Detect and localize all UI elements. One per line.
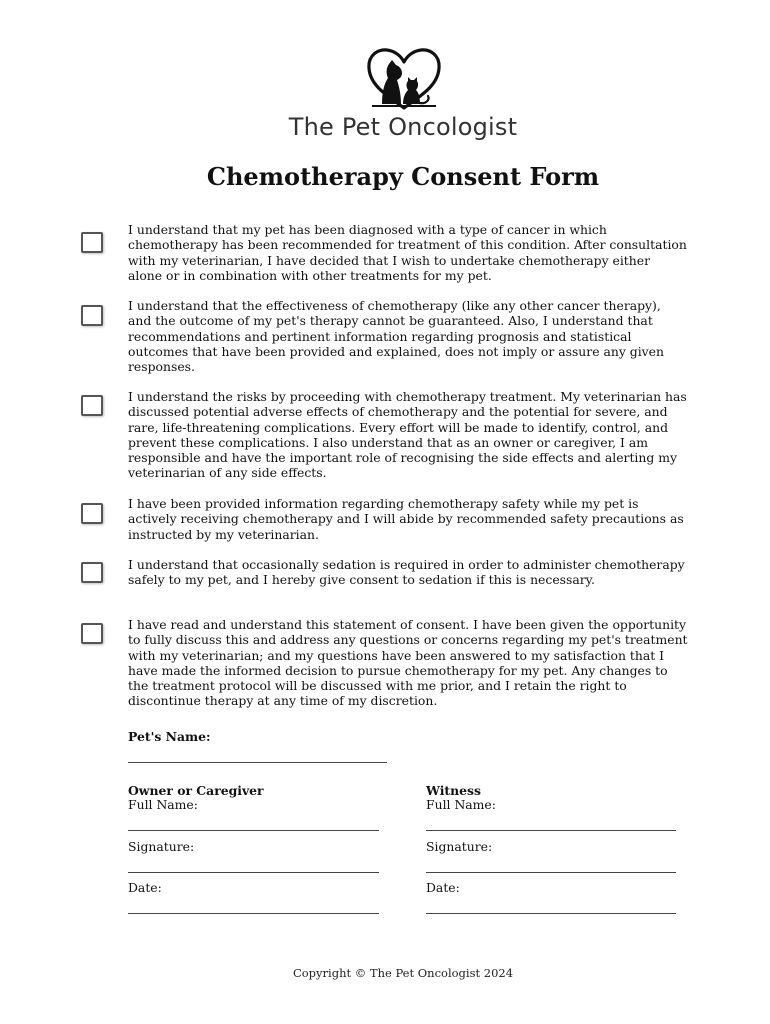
pet-name-label: Pet's Name: bbox=[128, 729, 211, 744]
witness-signature-field[interactable] bbox=[426, 858, 676, 873]
consent-checkbox-2[interactable] bbox=[81, 305, 103, 326]
consent-clause-4: I have been provided information regarding chemotherapy safety while my pet is actively receiving chemotherapy and I will abide by recommended safety precautions as instructed by my veterinarian. bbox=[128, 496, 684, 542]
witness-signature-label: Signature: bbox=[426, 839, 493, 854]
heart-dog-cat-logo-icon bbox=[360, 46, 448, 114]
witness-date-label: Date: bbox=[426, 880, 460, 895]
owner-date-field[interactable] bbox=[128, 899, 379, 914]
consent-checkbox-4[interactable] bbox=[81, 503, 103, 524]
consent-clause-6: I have read and understand this statement of consent. I have been given the opportunity to fully discuss this and address any questions or concerns regarding my pet's treatment with my veterinarian; and my questions have been answered to my satisfaction that I have made the informed decision to pursue chemotherapy for my pet. Any changes to the treatment protocol will be discussed with me prior, and I retain the right to discontinue therapy at any time of my discretion. bbox=[128, 617, 688, 709]
consent-clause-2: I understand that the effectiveness of chemotherapy (like any other cancer therapy), and the outcome of my pet's therapy cannot be guaranteed. Also, I understand that recommendations and pertinent information regarding prognosis and statistical outcomes that have been provided and explained, does not imply or assure any given responses. bbox=[128, 298, 664, 375]
owner-signature-field[interactable] bbox=[128, 858, 379, 873]
witness-date-field[interactable] bbox=[426, 899, 676, 914]
owner-date-label: Date: bbox=[128, 880, 162, 895]
owner-heading: Owner or Caregiver bbox=[128, 783, 264, 798]
consent-checkbox-6[interactable] bbox=[81, 623, 103, 644]
owner-full-name-label: Full Name: bbox=[128, 797, 198, 812]
owner-signature-label: Signature: bbox=[128, 839, 195, 854]
pet-name-field[interactable] bbox=[128, 748, 387, 763]
witness-full-name-field[interactable] bbox=[426, 816, 676, 831]
consent-checkbox-3[interactable] bbox=[81, 395, 103, 416]
form-title: Chemotherapy Consent Form bbox=[206, 162, 600, 191]
consent-clause-1: I understand that my pet has been diagnosed with a type of cancer in which chemotherapy has been recommended for treatment of this condition. After consultation with my veterinarian, I have decided that I wish to undertake chemotherapy either alone or in combination with other treatments for my pet. bbox=[128, 222, 687, 283]
copyright-footer: Copyright © The Pet Oncologist 2024 bbox=[292, 966, 514, 980]
brand-name: The Pet Oncologist bbox=[288, 113, 518, 141]
witness-full-name-label: Full Name: bbox=[426, 797, 496, 812]
consent-checkbox-1[interactable] bbox=[81, 232, 103, 253]
witness-heading: Witness bbox=[426, 783, 481, 798]
consent-checkbox-5[interactable] bbox=[81, 562, 103, 583]
consent-clause-5: I understand that occasionally sedation is required in order to administer chemotherapy safely to my pet, and I hereby give consent to sedation if this is necessary. bbox=[128, 557, 685, 588]
owner-full-name-field[interactable] bbox=[128, 816, 379, 831]
consent-clause-3: I understand the risks by proceeding with chemotherapy treatment. My veterinarian has discussed potential adverse effects of chemotherapy and the potential for severe, and rare, life-threatening complications. Every effort will be made to identify, control, and prevent these complications. I also understand that as an owner or caregiver, I am responsible and have the important role of recognising the side effects and alerting my veterinarian of any side effects. bbox=[128, 389, 687, 481]
